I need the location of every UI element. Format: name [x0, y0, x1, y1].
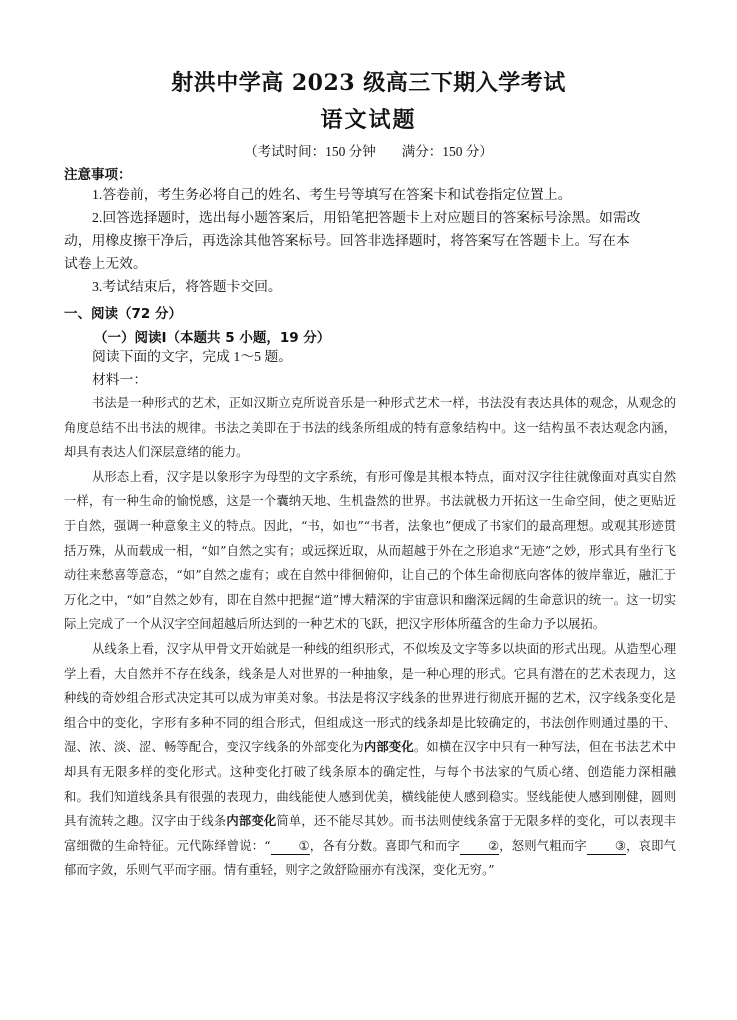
subsection-heading: （一）阅读Ⅰ（本题共 5 小题，19 分） [94, 330, 331, 346]
keyword-internal-change: 内部变化 [363, 740, 414, 755]
passage-paragraph-3 [64, 637, 676, 883]
paragraph-3-text-b: 。如横在汉字中只有一种写法，但在书法艺术中却具有无限多样的变化形式。这种变化打破了线条原本的确定性，与每个书法家的气质心绪、创造能力深相融和。我们知道线条具有很强的表现力，曲线能使人感到优美，横线能使人感到稳实。竖线能使人感到刚健，圆则具有流转之趣。汉字由于线条 [64, 740, 676, 829]
note-item-2-line-3: 试卷上无效。 [64, 256, 147, 271]
note-item-2-line-2: 动，用橡皮擦干净后，再选涂其他答案标号。回答非选择题时，将答案写在答题卡上。写在本 [64, 233, 630, 248]
reading-instruction: 阅读下面的文字，完成 1～5 题。 [92, 349, 293, 364]
section-heading: 一、阅读（72 分） [64, 306, 182, 322]
note-item-1: 1.答卷前，考生务必将自己的姓名、考生号等填写在答案卡和试卷指定位置上。 [92, 187, 572, 202]
keyword-internal-change-2: 内部变化 [226, 814, 277, 829]
exam-title: 射洪中学高 2023 级高三下期入学考试 [171, 70, 566, 96]
note-item-2-line-1: 2.回答选择题时，选出每小题答案后，用铅笔把答题卡上对应题目的答案标号涂黑。如需改 [92, 210, 641, 225]
full-score: 满分：150 分） [401, 144, 493, 159]
fill-blank-1[interactable]: ① [271, 838, 310, 855]
passage-paragraph-1: 书法是一种形式的艺术，正如汉斯立克所说音乐是一种形式艺术一样，书法没有表达具体的观念，从观念的角度总结不出书法的规律。书法之美即在于书法的线条所组成的特有意象结构中。这一结构虽不表达观念内涵，却具有表达人们深层意绪的能力。 [64, 396, 676, 460]
fill-blank-3[interactable]: ③ [587, 838, 626, 855]
passage-paragraph-2: 从形态上看，汉字是以象形字为母型的文字系统，有形可像是其根本特点，面对汉字往往就像面对真实自然一样，有一种生命的愉悦感，这是一个囊纳天地、生机盎然的世界。书法就极力开拓这一生命空间，使之更贴近于自然，强调一种意象主义的特点。因此，“书，如也”“书者，法象也”便成了书家们的最高理想。或观其形迹贯括万殊，从而载成一相，“如”自然之实有；或远探近取，从而超越于外在之形追求“无迹”之妙，形式具有坐行飞动往来愁喜等意态，“如”自然之虚有；或在自然中徘徊俯仰，让自己的个体生命彻底向客体的彼岸靠近，融汇于万化之中，“如”自然之妙有，即在自然中把握“道”博大精深的宇宙意识和幽深远阔的生命意识的统一。这一切实际上完成了一个从汉字空间超越后所达到的一种艺术的飞跃，把汉字形体所蕴含的生命力予以展拓。 [64, 469, 676, 632]
paragraph-3-text-c: 简单，还不能尽其妙。而书法则使线条富于无限多样的变化，可以表现丰富细微的生命特征。元代陈绎曾说：“ [64, 814, 676, 853]
material-label: 材料一： [92, 372, 148, 387]
paragraph-3-text-d: ，各有分数。喜即气和而字 [309, 838, 460, 853]
fill-blank-2[interactable]: ② [460, 838, 499, 855]
exam-time: （考试时间：150 分钟 [244, 144, 376, 159]
notes-heading: 注意事项： [64, 167, 132, 183]
exam-info [0, 140, 737, 160]
paragraph-3-text-a: 从线条上看，汉字从甲骨文开始就是一种线的组织形式，不似埃及文字等多以块面的形式出现。从造型心理学上看，大自然并不存在线条，线条是人对世界的一种抽象，是一种心理的形式。它具有潜在的艺术表现力，这种线的奇妙组合形式决定其可以成为审美对象。书法是将汉字线条的世界进行彻底开掘的艺术，汉字线条变化是组合中的变化，字形有多种不同的组合形式，但组成这一形式的线条却是比较确定的，书法创作则通过墨的干、湿、浓、淡、涩、畅等配合，变汉字线条的外部变化为 [64, 641, 676, 755]
note-item-3: 3.考试结束后，将答题卡交回。 [92, 279, 282, 294]
paragraph-3-text-f: ，哀即气郁而字敛，乐则气平而字丽。情有重轻，则字之敛舒险丽亦有浅深，变化无穷。” [64, 838, 676, 878]
passage [64, 391, 676, 883]
subject-title: 语文试题 [320, 107, 417, 133]
paragraph-3-text-e: ，怒则气粗而字 [499, 838, 587, 853]
